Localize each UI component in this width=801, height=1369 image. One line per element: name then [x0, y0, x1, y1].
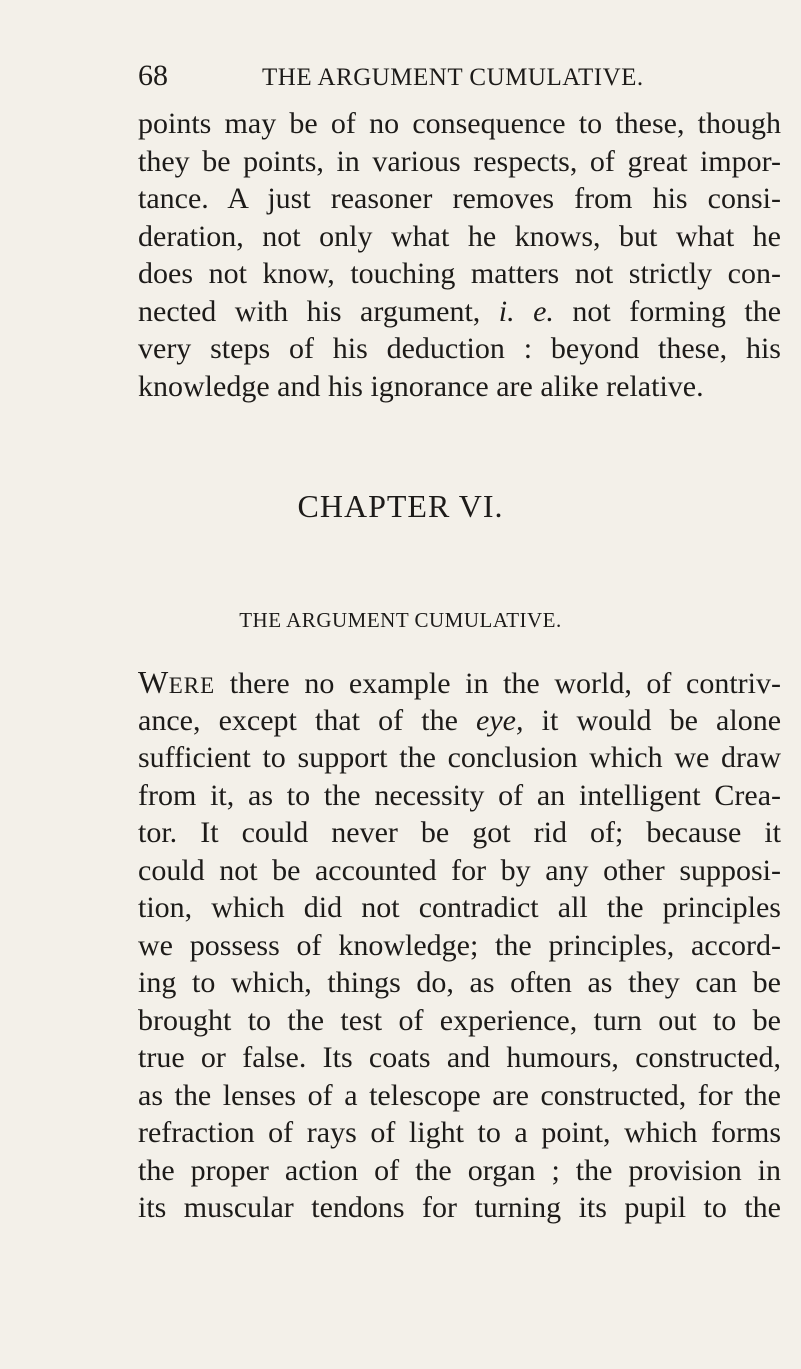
italic-abbreviation: i. e.	[498, 294, 554, 328]
text-line: ing to which, things do, as often as they can be	[138, 966, 781, 999]
text-line: tion, which did not contradict all the principles	[138, 891, 781, 924]
chapter-title: CHAPTER VI.	[297, 488, 504, 524]
text-segment: there no example in the world, of contriv-	[229, 667, 781, 700]
text-line	[138, 293, 781, 331]
text-line: points may be of no consequence to these, though	[138, 107, 781, 140]
text-line: deration, not only what he knows, but what he	[138, 219, 781, 253]
running-title: THE ARGUMENT CUMULATIVE.	[262, 64, 644, 91]
text-line: knowledge and his ignorance are alike relative.	[138, 369, 704, 403]
text-segment: ance, except that of the	[138, 703, 458, 737]
text-line: does not know, touching matters not strictly con-	[138, 257, 781, 290]
text-line: sufficient to support the conclusion which we draw	[138, 741, 781, 774]
text-line: brought to the test of experience, turn out to be	[138, 1003, 781, 1037]
text-line: tance. A just reasoner removes from his consi-	[138, 182, 781, 215]
text-line	[138, 702, 781, 740]
opening-capital: W	[138, 664, 169, 700]
italic-word: eye,	[476, 703, 524, 737]
text-line: tor. It could never be got rid of; because it	[138, 816, 781, 849]
text-line: the proper action of the organ ; the provision in	[138, 1153, 781, 1187]
text-line: they be points, in various respects, of great impor-	[138, 144, 781, 178]
text-line: true or false. Its coats and humours, constructed,	[138, 1041, 781, 1074]
text-line	[138, 664, 781, 702]
main-paragraph	[138, 664, 781, 1227]
text-segment: not forming the	[572, 294, 782, 328]
text-line: very steps of his deduction : beyond these, his	[138, 332, 781, 365]
text-line: from it, as to the necessity of an intelligent Crea-	[138, 778, 781, 812]
running-header	[0, 58, 801, 98]
text-line: as the lenses of a telescope are constructed, for the	[138, 1078, 781, 1112]
text-line: could not be accounted for by any other supposi-	[138, 853, 781, 887]
text-segment: nected with his argument,	[138, 294, 481, 328]
opening-small-caps: ERE	[168, 673, 216, 698]
text-line: we possess of knowledge; the principles, accord-	[138, 928, 781, 962]
page-number: 68	[138, 59, 168, 92]
top-paragraph	[138, 105, 781, 405]
opening-word	[138, 664, 216, 700]
text-line: refraction of rays of light to a point, which forms	[138, 1116, 781, 1149]
text-segment: it would be alone	[541, 703, 782, 737]
text-line: its muscular tendons for turning its pupil to the	[138, 1191, 781, 1224]
chapter-subtitle: THE ARGUMENT CUMULATIVE.	[239, 608, 562, 632]
